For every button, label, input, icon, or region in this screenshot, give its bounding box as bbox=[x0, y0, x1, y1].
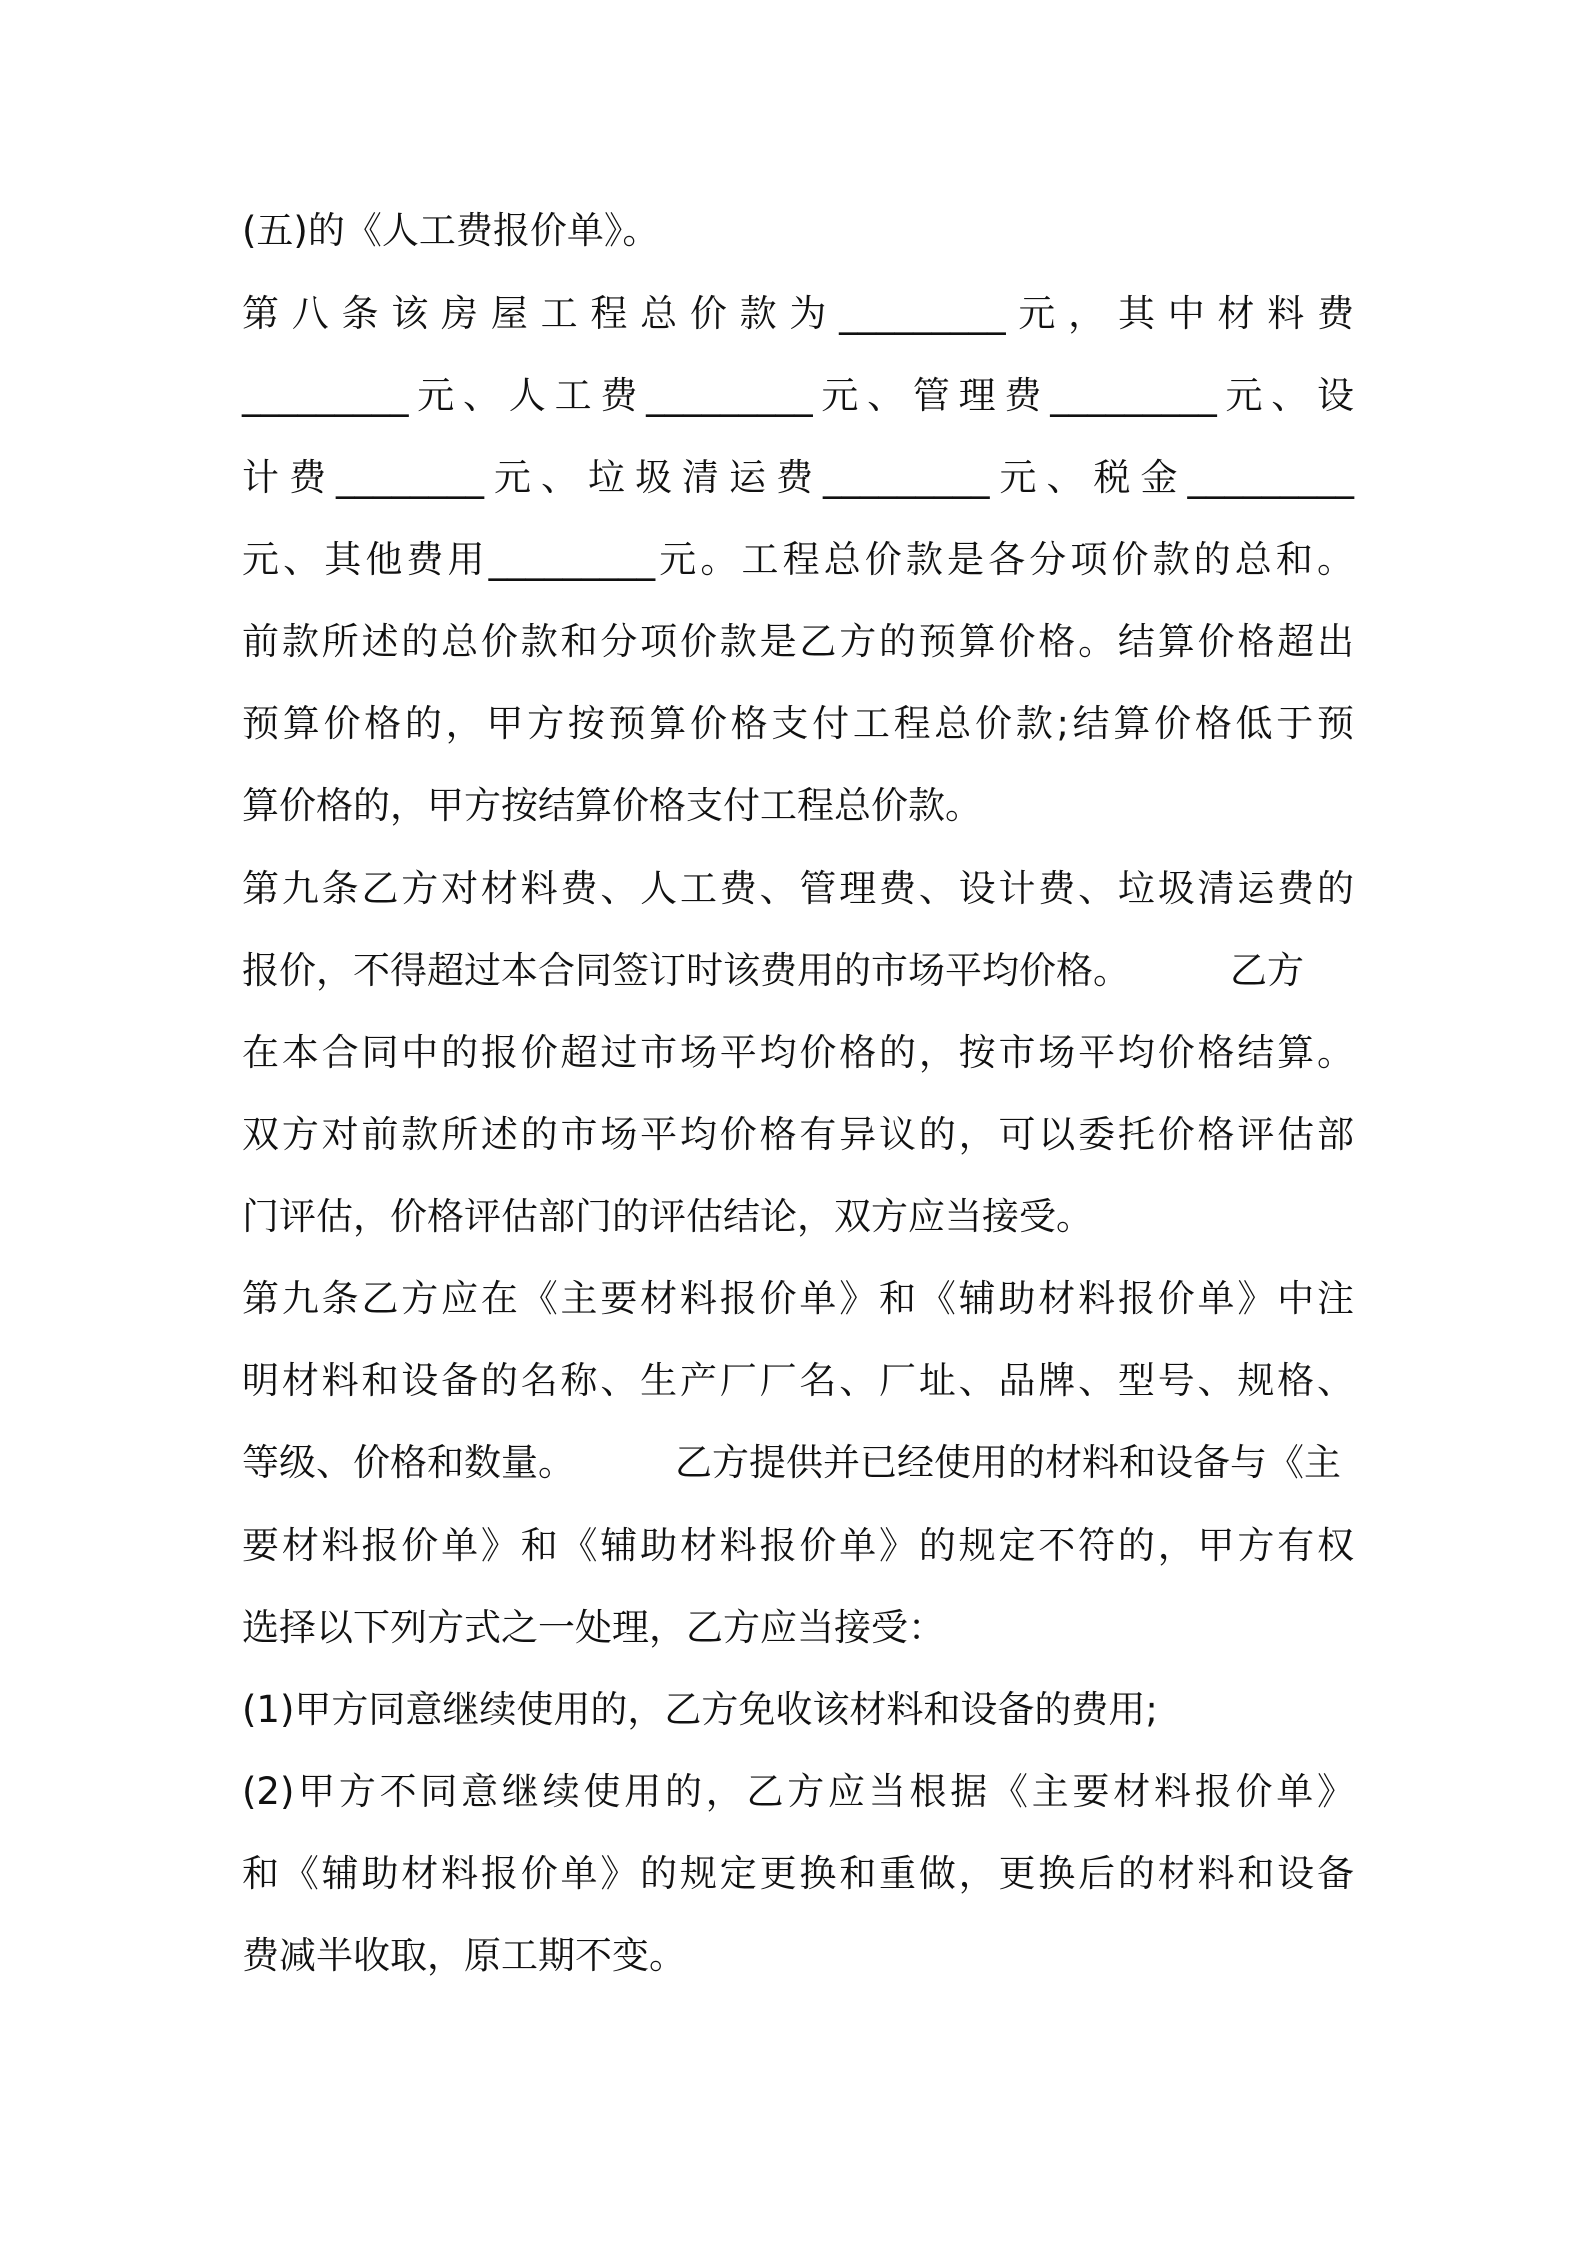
option-2-line-1: (2)甲方不同意继续使用的，乙方应当根据《主要材料报价单》 bbox=[242, 1770, 1354, 1813]
materials-line-4: 选择以下列方式之一处理，乙方应当接受： bbox=[242, 1606, 945, 1649]
text-line-1: (五)的《人工费报价单》。 bbox=[242, 209, 660, 252]
materials-line-3: 要材料报价单》和《辅助材料报价单》的规定不符的，甲方有权 bbox=[242, 1524, 1354, 1567]
materials-line-2-tail: 乙方提供并已经使用的材料和设备与《主 bbox=[675, 1441, 1341, 1484]
materials-line-2-text: 等级、价格和数量。 bbox=[242, 1441, 575, 1484]
option-2-line-3: 费减半收取，原工期不变。 bbox=[242, 1934, 686, 1977]
market-price-line-1-tail: 乙方 bbox=[1230, 949, 1304, 992]
market-price-line-1-text: 报价，不得超过本合同签订时该费用的市场平均价格。 bbox=[242, 949, 1130, 992]
market-price-line-4: 门评估，价格评估部门的评估结论，双方应当接受。 bbox=[242, 1195, 1093, 1238]
materials-line-1: 明材料和设备的名称、生产厂厂名、厂址、品牌、型号、规格、 bbox=[242, 1359, 1354, 1402]
fee-breakdown-line-1: _________元、人工费_________元、管理费_________元、设 bbox=[242, 374, 1354, 417]
article-9b-heading-line: 第九条乙方应在《主要材料报价单》和《辅助材料报价单》中注 bbox=[242, 1277, 1354, 1320]
article-8-heading-line: 第八条该房屋工程总价款为_________元，其中材料费 bbox=[242, 292, 1354, 335]
market-price-line-2: 在本合同中的报价超过市场平均价格的，按市场平均价格结算。 bbox=[242, 1031, 1354, 1074]
budget-price-line-1: 前款所述的总价款和分项价款是乙方的预算价格。结算价格超出 bbox=[242, 620, 1354, 663]
market-price-line-1 bbox=[242, 946, 1354, 996]
fee-breakdown-line-3: 元、其他费用_________元。工程总价款是各分项价款的总和。 bbox=[242, 538, 1354, 581]
article-9-heading-line: 第九条乙方对材料费、人工费、管理费、设计费、垃圾清运费的 bbox=[242, 867, 1354, 910]
market-price-line-3: 双方对前款所述的市场平均价格有异议的，可以委托价格评估部 bbox=[242, 1113, 1354, 1156]
budget-price-line-3: 算价格的，甲方按结算价格支付工程总价款。 bbox=[242, 784, 982, 827]
option-2-line-2: 和《辅助材料报价单》的规定更换和重做，更换后的材料和设备 bbox=[242, 1852, 1354, 1895]
materials-line-2 bbox=[242, 1438, 1354, 1488]
fee-breakdown-line-2: 计费________元、垃圾清运费_________元、税金_________ bbox=[242, 456, 1354, 499]
budget-price-line-2: 预算价格的，甲方按预算价格支付工程总价款;结算价格低于预 bbox=[242, 702, 1354, 745]
option-1-line: (1)甲方同意继续使用的，乙方免收该材料和设备的费用; bbox=[242, 1688, 1158, 1731]
